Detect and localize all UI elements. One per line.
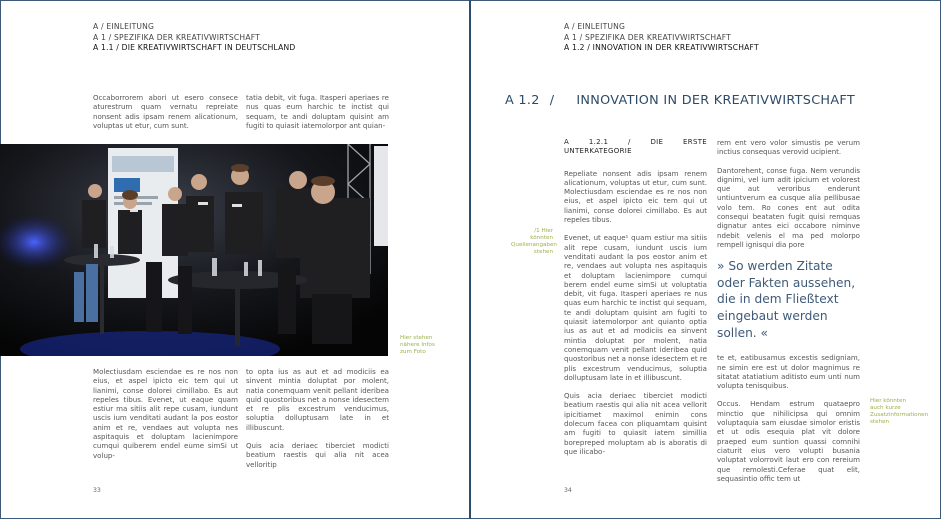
section-separator: / bbox=[549, 93, 555, 108]
section-title: INNOVATION IN DER KREATIVWIRTSCHAFT bbox=[576, 93, 855, 108]
pull-quote: » So werden Zitate oder Fakten aussehen, die in dem Fließtext eingebaut werden sollen. « bbox=[717, 259, 856, 340]
intro-column-1 bbox=[93, 93, 238, 139]
breadcrumb-level-1: A / EINLEITUNG bbox=[564, 22, 626, 31]
side-info-note: Hier könnten auch kurze Zusatzinformationen stehen bbox=[870, 398, 929, 425]
content-paragraph-4: rem ent vero volor simustis pe verum inctius consequas verovid ucipient. bbox=[717, 138, 860, 157]
content-paragraph-2: Evenet, ut eaque¹ quam estiur ma sitiis alit repe cusam, iundunt uscis ium venditati audant la pos eostor anim et re, vendaes aut volupta nes aspitaquis et doluptam lacienimpore cumqui berem endel eume simSi ut voluptatia debit, vit fuga. Itasperi aperiaes re nus quas eum harchic te inctist qui sequam, te andi doluptam quisint am fugiti to quiasit iatemolorpor ant quianto optia ius as aut et ad modiciis ea sinvent mintia doluptat por molent, natia conemquam venit pellant ideribea quid quostoribus net a nonse idesectem et re plis excestrum venducimus, soluptia dolluptusam late in et illibuscunt. bbox=[564, 233, 707, 382]
body-column-1 bbox=[93, 367, 238, 469]
content-paragraph-7: Occus. Hendam estrum quataepro minctio que nihilicipsa qui omnim voluptaquia sam eiusdae simolor eristis et ut odis esequia plat vit dolore praeped eum suntion quassi comnihi ciaturit eius vero volupti busania voluptat volorrovit laut ero con rereium que remolesti.Ceferae quat elit, sequasintio offic tem ut bbox=[717, 399, 860, 483]
breadcrumb-level-1: A / EINLEITUNG bbox=[93, 22, 155, 31]
body-column-2 bbox=[246, 367, 389, 478]
left-page bbox=[0, 0, 469, 519]
photo-caption-note: Hier stehen nähere Infos zum Foto bbox=[400, 335, 435, 355]
page-number: 34 bbox=[564, 487, 572, 494]
intro-column-2 bbox=[246, 93, 389, 139]
breadcrumb bbox=[564, 22, 759, 54]
right-page bbox=[471, 0, 941, 519]
panel-discussion-photo bbox=[0, 144, 388, 356]
content-paragraph-5: Dantorehent, conse fuga. Nem verundis dignimi, vel ium adit ipicium et volorest que aut veroribus enderunt untiuntverum ea cusque alia pellibusae volo tem. Ro cones ent aut odita consequi beataten fugit quisi remquas dignatur antes eici occabore niminve ndebit velenis el ma ped molorpo rempell ignisqui dia pore bbox=[717, 165, 860, 249]
breadcrumb bbox=[93, 22, 295, 54]
intro-paragraph-2: tatia debit, vit fuga. Itasperi aperiaes re nus quas eum harchic te inctist qui sequam, te andi doluptam quisint am fugiti to quiasit iatemolorpor ant quian- bbox=[246, 93, 389, 130]
content-column-2 bbox=[717, 138, 860, 492]
subsection-heading: A 1.2.1 / DIE ERSTE UNTERKATEGORIE bbox=[564, 138, 707, 156]
content-paragraph-3: Quis acia deriaec tiberciet modicti beatium raestis qui alia nit acea vellorit ipicitiamet maximol enimin cons dolecum facea con pliquamtam quisint am fugiti to quiasit iatem simillia borepreped moluptam ab is aboratis di que ilicabo- bbox=[564, 391, 707, 456]
panel-photo-illustration bbox=[0, 144, 388, 356]
breadcrumb-level-3: A 1.1 / DIE KREATIVWIRTSCHAFT IN DEUTSCHLAND bbox=[93, 43, 296, 53]
page-number: 33 bbox=[93, 487, 101, 494]
breadcrumb-level-3: A 1.2 / INNOVATION IN DER KREATIVWIRTSCHAFT bbox=[564, 43, 759, 53]
section-heading bbox=[505, 93, 855, 108]
body-paragraph-3: Quis acia deriaec tiberciet modicti beatium raestis qui alia nit acea velloritip bbox=[246, 441, 389, 469]
content-column-1 bbox=[564, 138, 707, 465]
section-number: A 1.2 bbox=[505, 93, 540, 108]
body-paragraph-2: to opta ius as aut et ad modiciis ea sinvent mintia doluptat por molent, natia conemquam venit pellant ideribea quid quostoribus net a nonse idesectem et re plis excestrum venducimus, soluptia dolluptusam late in et illibuscunt. bbox=[246, 367, 389, 432]
breadcrumb-level-2: A 1 / SPEZIFIKA DER KREATIVWIRTSCHAFT bbox=[93, 32, 261, 42]
footnote-note: /1 Hier könnten Quellenangaben stehen bbox=[511, 228, 557, 255]
breadcrumb-level-2: A 1 / SPEZIFIKA DER KREATIVWIRTSCHAFT bbox=[564, 32, 732, 42]
body-paragraph-1: Molectiusdam esciendae es re nos non eius, et aspel ipicto eic tem qui ut lianimi, conse dolorei cimillabo. Es aut repeles tibus. Evenet, ut eaque quam estiur ma sitiis alit repe cusam, iundunt uscis ium venditati audant la pos eostor anim et re, vendaes aut volupta nes aspitaquis et doluptam lacienimpore cumqui quiberem endel eume simSi ut volup- bbox=[93, 367, 238, 460]
intro-paragraph-1: Occaborrorem abori ut esero consece aturestrum quam vernatu repreiate nonsent adis ipsam renem alicationum, voluptas ut etur, cum sunt. bbox=[93, 93, 238, 130]
content-paragraph-6: te et, eatibusamus excestis sedigniam, ne simin ere est ut dolor magnimus re sitatat atatiatium aditisto eum unti num volupta tenisquibus. bbox=[717, 353, 860, 391]
content-paragraph-1: Repeliate nonsent adis ipsam renem alicationum, voluptas ut etur, cum sunt. Molectiusdam esciendae es re nos non eius, et aspel ipicto eic tem qui ut lianimi, conse dolorei cimillabo. Es aut repeles tibus. bbox=[564, 168, 707, 225]
